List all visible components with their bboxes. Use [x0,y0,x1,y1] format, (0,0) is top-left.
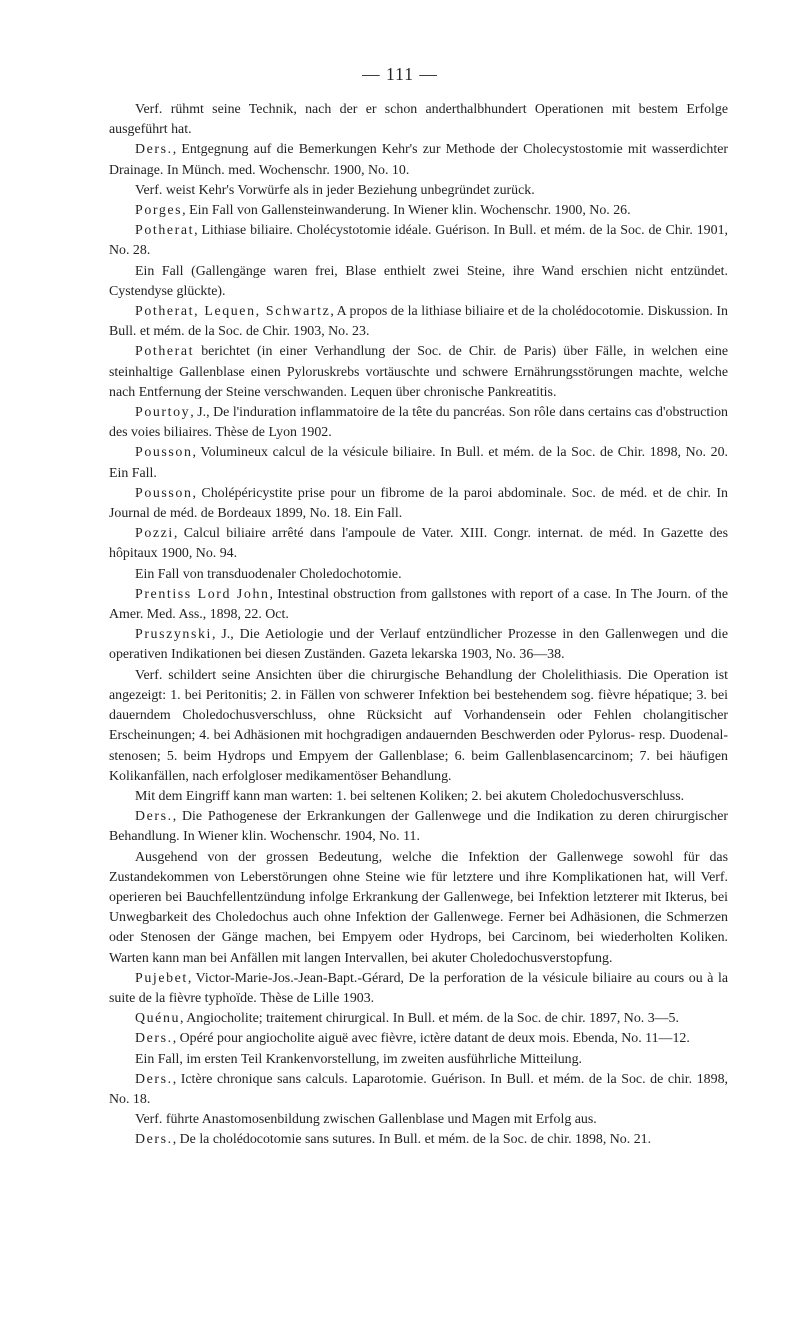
bibliography-entry [109,342,728,403]
bibliography-entry [109,302,728,342]
bibliography-body [109,100,728,1151]
entry-text: Ein Fall (Gallengänge waren frei, Blase enthielt zwei Steine, ihre Wand erschien nicht entzündet. Cystendyse glückte). [109,263,728,299]
entry-author: Potherat [135,223,195,239]
entry-author: Prentiss Lord John [135,586,270,602]
entry-text: Verf. schildert seine Ansichten über die chirurgische Behandlung der Cholelithiasis. Die Operation ist angezeigt: 1. bei Peritonitis; 2. in Fällen von schwerer Infektion bei bestehendem sog. fièvre hépatique; 3. bei dauerndem Choledochusverschluss, ohne Rücksicht auf Vorhandensein oder Fehlen cholangitischer Erscheinungen; 4. bei Adhäsionen mit hochgradigen andauernden Beschwerden oder Pylorus- resp. Duodenal-stenosen; 5. beim Hydrops und Empyem der Gallenblase; 6. beim Gallenblasencarcinom; 7. bei häufigen Kolikanfällen, nach erfolgloser medikamentöser Behandlung. [109,667,728,784]
entry-text: Mit dem Eingriff kann man warten: 1. bei seltenen Koliken; 2. bei akutem Choledochusverschluss. [135,788,685,804]
bibliography-entry [109,140,728,180]
entry-text: , J., Die Aetiologie und der Verlauf entzündlicher Prozesse in den Gallenwegen und die operativen Indikationen bei diesen Zuständen. Gazeta lekarska 1903, No. 36—38. [109,627,728,663]
bibliography-entry [109,403,728,443]
entry-author: Quénu [135,1011,181,1027]
bibliography-entry [109,443,728,483]
bibliography-entry [109,201,728,221]
entry-text: , Victor-Marie-Jos.-Jean-Bapt.-Gérard, De la perforation de la vésicule biliaire au cours ou à la suite de la fièvre typhoïde. Thèse de Lille 1903. [109,970,728,1006]
entry-author: Potherat, Lequen, Schwartz [135,304,331,320]
entry-author: Ders. [135,1031,173,1047]
bibliography-entry [109,181,728,201]
entry-text: , Die Pathogenese der Erkrankungen der Gallenwege und die Indikation zu deren chirurgischer Behandlung. In Wiener klin. Wochenschr. 1904, No. 11. [109,809,728,845]
bibliography-entry [109,1050,728,1070]
bibliography-entry [109,524,728,564]
bibliography-entry [109,484,728,524]
entry-text: , Ictère chronique sans calculs. Laparotomie. Guérison. In Bull. et mém. de la Soc. de chir. 1898, No. 18. [109,1071,728,1107]
bibliography-entry [109,666,728,787]
entry-author: Ders. [135,142,173,158]
bibliography-entry [109,969,728,1009]
bibliography-entry [109,625,728,665]
entry-text: , De la cholédocotomie sans sutures. In Bull. et mém. de la Soc. de chir. 1898, No. 21. [172,1132,652,1148]
entry-text: Verf. weist Kehr's Vorwürfe als in jeder Beziehung unbegründet zurück. [135,182,535,198]
entry-text: Verf. führte Anastomosenbildung zwischen Gallenblase und Magen mit Erfolg aus. [135,1112,597,1128]
entry-text: , Intestinal obstruction from gallstones with report of a case. In The Journ. of the Amer. Med. Ass., 1898, 22. Oct. [109,586,728,623]
entry-author: Pujebet [135,970,188,986]
entry-author: Ders. [135,809,173,825]
bibliography-entry [109,1029,728,1049]
entry-author: Ders. [135,1132,173,1148]
entry-author: Potherat [135,344,195,360]
entry-author: Pozzi [135,526,174,542]
entry-author: Ders. [135,1071,173,1087]
entry-text: , J., De l'induration inflammatoire de la tête du pancréas. Son rôle dans certains cas d'obstruction des voies biliaires. Thèse de Lyon 1902. [109,405,728,441]
bibliography-entry [109,807,728,847]
bibliography-entry [109,100,728,140]
entry-author: Pruszynski [135,627,212,643]
entry-author: Pousson [135,445,193,461]
bibliography-entry [109,1009,728,1029]
entry-text: Ein Fall, im ersten Teil Krankenvorstellung, im zweiten ausführliche Mitteilung. [135,1051,583,1067]
page-number: — 111 — [362,64,438,84]
entry-text: , A propos de la lithiase biliaire et de la cholédocotomie. Diskussion. In Bull. et mém. de la Soc. de Chir. 1903, No. 23. [109,304,728,340]
bibliography-entry [109,221,728,261]
bibliography-entry [109,1070,728,1110]
entry-text: , Entgegnung auf die Bemerkungen Kehr's zur Methode der Cholecystostomie mit wasserdichter Drainage. In Münch. med. Wochenschr. 1900, No. 10. [109,142,728,178]
entry-author: Porges [135,203,183,219]
entry-text: berichtet (in einer Verhandlung der Soc. de Chir. de Paris) über Fälle, in welchen eine steinhaltige Gallenblase einen Pyloruskrebs vortäuschte und schwere Ernährungsstörungen machte, welche nach Entfernung der Steine verschwanden. Lequen über chronische Pankreatitis. [109,344,728,400]
entry-text: , Opéré pour angiocholite aiguë avec fièvre, ictère datant de deux mois. Ebenda, No. 11—12. [172,1031,690,1047]
entry-text: Ein Fall von transduodenaler Choledochotomie. [135,566,402,582]
entry-text: , Ein Fall von Gallensteinwanderung. In Wiener klin. Wochenschr. 1900, No. 26. [182,203,631,219]
bibliography-entry [109,787,728,807]
entry-text: , Angiocholite; traitement chirurgical. In Bull. et mém. de la Soc. de chir. 1897, No. 3—5. [180,1011,679,1027]
entry-text: , Lithiase biliaire. Cholécystotomie idéale. Guérison. In Bull. et mém. de la Soc. de Chir. 1901, No. 28. [109,223,728,259]
entry-author: Pourtoy [135,405,191,421]
bibliography-entry [109,262,728,302]
entry-text: , Cholépéricystite prise pour un fibrome de la paroi abdominale. Soc. de méd. et de chir. In Journal de méd. de Bordeaux 1899, No. 18. Ein Fall. [109,485,728,522]
entry-text: , Volumineux calcul de la vésicule biliaire. In Bull. et mém. de la Soc. de Chir. 1898, No. 20. Ein Fall. [109,445,728,481]
entry-text: Verf. rühmt seine Technik, nach der er schon anderthalbhundert Operationen mit bestem Erfolge ausgeführt hat. [109,102,728,138]
entry-text: , Calcul biliaire arrêté dans l'ampoule de Vater. XIII. Congr. internat. de méd. In Gazette des hôpitaux 1900, No. 94. [109,526,728,562]
bibliography-entry [109,848,728,969]
bibliography-entry [109,585,728,625]
bibliography-entry [109,1130,728,1150]
entry-text: Ausgehend von der grossen Bedeutung, welche die Infektion der Gallenwege sowohl für das Zustandekommen von Leberstörungen ohne Steine wie für letztere und ihre Komplikationen hat, will Verf. operieren bei Bauchfellentzündung infolge Erkrankung der Gallenwege, bei Infektion letzterer mit Ikterus, bei Unwegbarkeit des Choledochus auch ohne Infektion der Gallenwege. Ferner bei Adhäsionen, die Schmerzen oder Stenosen der Gänge machen, bei Empyem oder Hydrops, bei Carcinom, bei wiederholten Koliken. Warten kann man bei Anfällen mit langen Intervallen, bei akuter Choledochusverstopfung. [109,849,728,966]
bibliography-entry [109,565,728,585]
bibliography-entry [109,1110,728,1130]
entry-author: Pousson [135,485,193,501]
